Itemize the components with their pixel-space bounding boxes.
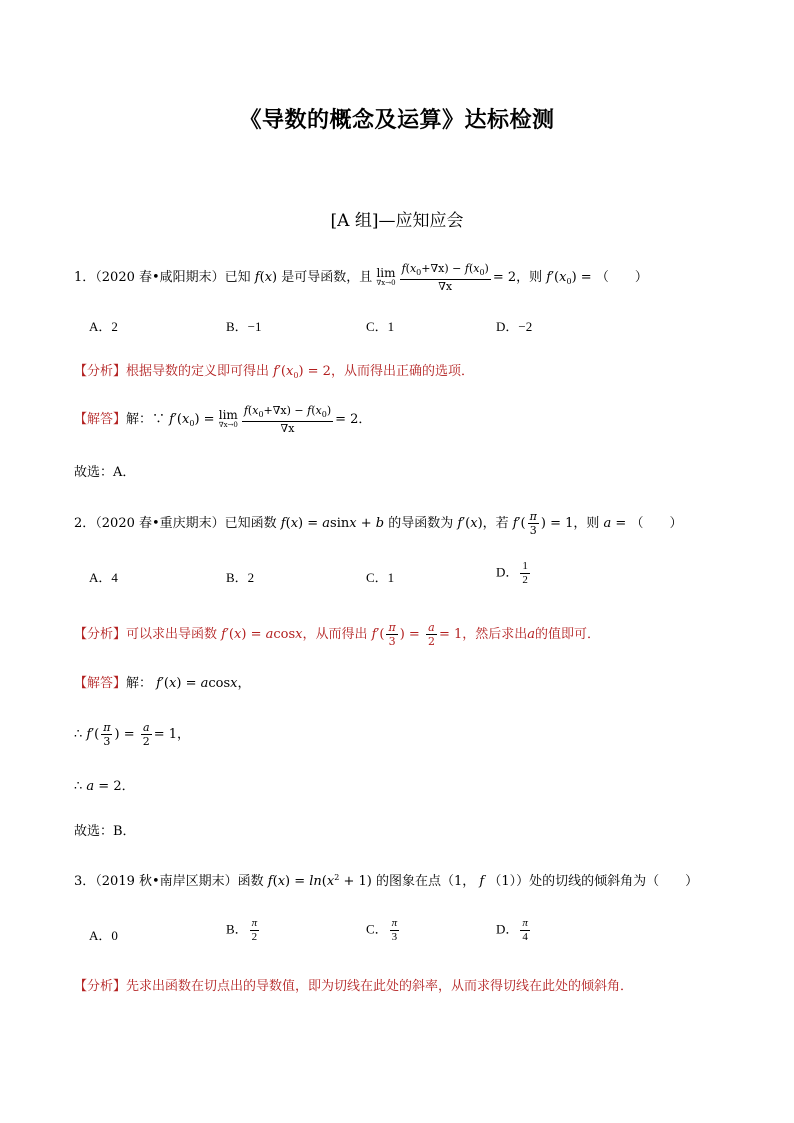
q1-option-c: C．1 xyxy=(366,319,395,334)
q2-step-1: ∴ f′( $\frac{\pi}{3}$ ) = $\frac{a}{2}$ = 1， xyxy=(74,721,191,748)
q3-analysis: 【分析】先求出函数在切点出的导数值，即为切线在此处的斜率，从而求得切线在此处的倾斜角． xyxy=(74,979,634,994)
q2-option-a: A．4 xyxy=(89,570,118,585)
q1-choice: 故选：A． xyxy=(74,465,136,480)
q3-option-a: A．0 xyxy=(89,928,118,943)
question-3: 3．（2019 秋•南岸区期末）函数 $f(x) = \ln(x^2 + 1)$ 的图象在点（1， f （1））处的切线的倾斜角为（ ） xyxy=(74,873,699,889)
document-title: 《导数的概念及运算》达标检测 xyxy=(239,108,555,133)
q2-option-b: B．2 xyxy=(226,570,255,585)
q1-analysis: 【分析】根据导数的定义即可得出 $f'(x_0) = 2$，从而得出正确的选项． xyxy=(74,364,474,380)
q2-analysis: 【分析】可以求出导函数 f′(x) = acosx，从而得出 f′( $\frac{\pi}{3}$ ) = $\frac{a}{2}$ = 1，然后求出a的值即可． xyxy=(74,621,601,648)
q3-option-b: B． $\frac{\pi}{2}$ xyxy=(226,917,258,943)
question-2: 2．（2020 春•重庆期末）已知函数 f(x) = asinx + b 的导函数为 f′(x)，若 f′( $\frac{\pi}{3}$ ) = 1，则 a = （ ） xyxy=(74,510,683,537)
question-1: 1．（2020 春•咸阳期末）已知 f(x) 是可导函数，且 lim ∇x→0 $\frac{f(x_0+\nabla x) - f(x_0)}{\nabla x}$ = 2，则 $f'(x_0)$ = （ ） xyxy=(74,262,648,293)
q1-option-b: B．−1 xyxy=(226,319,262,334)
q1-answer: 【解答】解：∵ $f'(x_0)$ = lim ∇x→0 $\frac{f(x_0+\nabla x) - f(x_0)}{\nabla x}$ = 2． xyxy=(74,404,372,435)
q2-choice: 故选：B． xyxy=(74,824,136,839)
q3-option-c: C． $\frac{\pi}{3}$ xyxy=(366,917,398,943)
q3-option-d: D． $\frac{\pi}{4}$ xyxy=(496,917,528,943)
q2-step-2: ∴ a = 2． xyxy=(74,779,135,794)
q2-option-c: C．1 xyxy=(366,570,395,585)
section-heading: [A 组]—应知应会 xyxy=(330,211,464,231)
q1-option-a: A．2 xyxy=(89,319,118,334)
q1-option-d: D．−2 xyxy=(496,319,533,334)
q2-option-d: D． $\frac{1}{2}$ xyxy=(496,560,528,586)
q2-answer: 【解答】解： f′(x) = acosx， xyxy=(74,676,251,691)
